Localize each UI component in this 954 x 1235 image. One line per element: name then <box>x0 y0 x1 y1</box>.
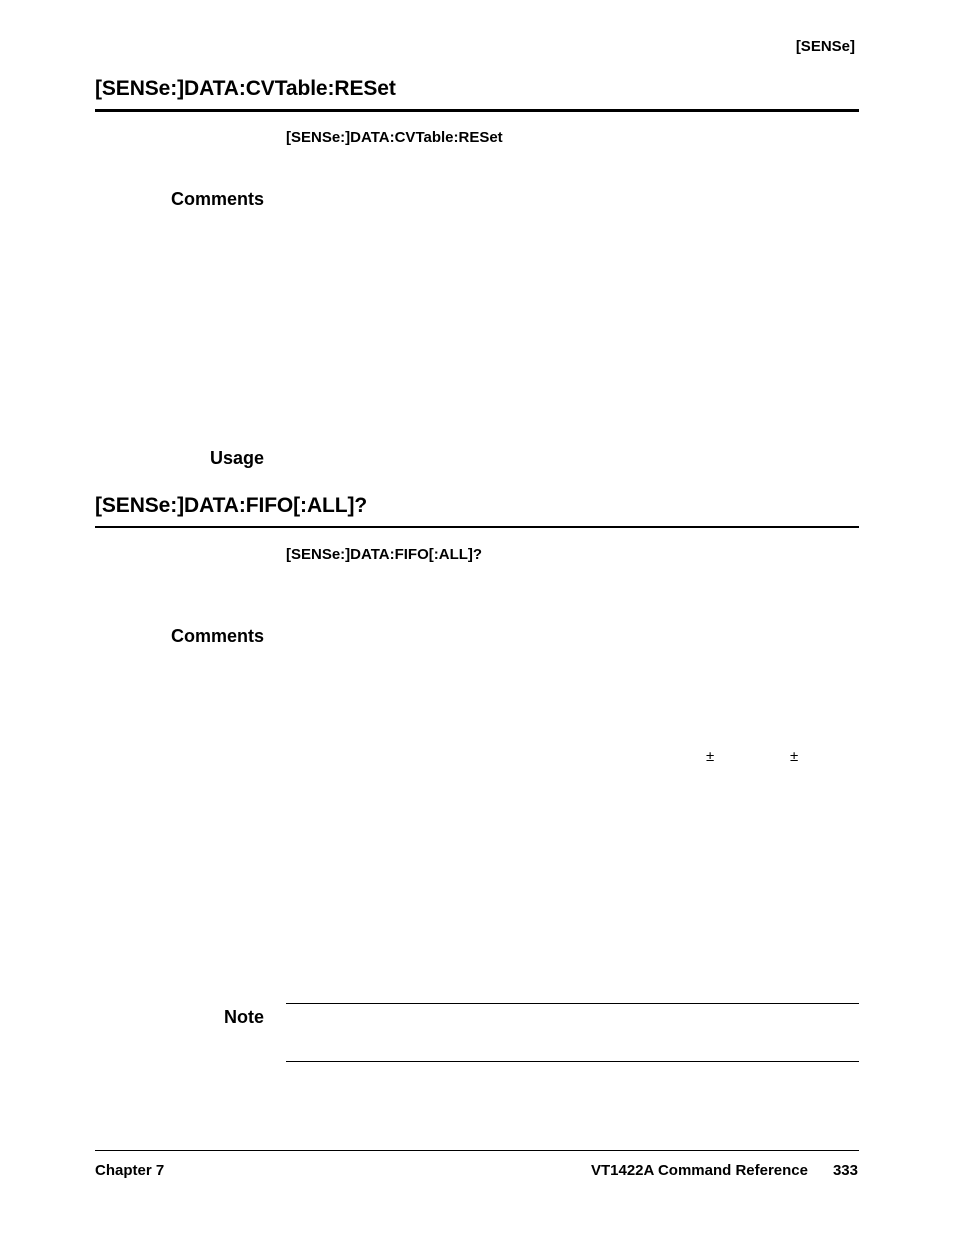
usage-label: Usage <box>209 448 264 468</box>
footer-doc-title: VT1422A Command Reference <box>590 1162 808 1179</box>
comments-label: Comments <box>170 189 264 209</box>
note-bottom-rule <box>286 1061 859 1062</box>
section-rule <box>95 526 859 528</box>
footer-page-number: 333 <box>832 1162 858 1179</box>
comments-label: Comments <box>170 626 264 646</box>
section-rule <box>95 109 859 112</box>
footer-chapter: Chapter 7 <box>95 1162 165 1179</box>
plus-minus-symbol: ± <box>706 748 715 765</box>
running-head: [SENSe] <box>795 38 855 55</box>
section-title-fifo-all: [SENSe:]DATA:FIFO[:ALL]? <box>95 494 368 517</box>
syntax-line: [SENSe:]DATA:FIFO[:ALL]? <box>286 546 483 563</box>
syntax-line: [SENSe:]DATA:CVTable:RESet <box>286 129 503 146</box>
section-title-cvtable-reset: [SENSe:]DATA:CVTable:RESet <box>95 77 396 100</box>
plus-minus-symbol: ± <box>790 748 799 765</box>
note-label: Note <box>224 1007 264 1027</box>
note-top-rule <box>286 1003 859 1004</box>
footer-rule <box>95 1150 859 1151</box>
